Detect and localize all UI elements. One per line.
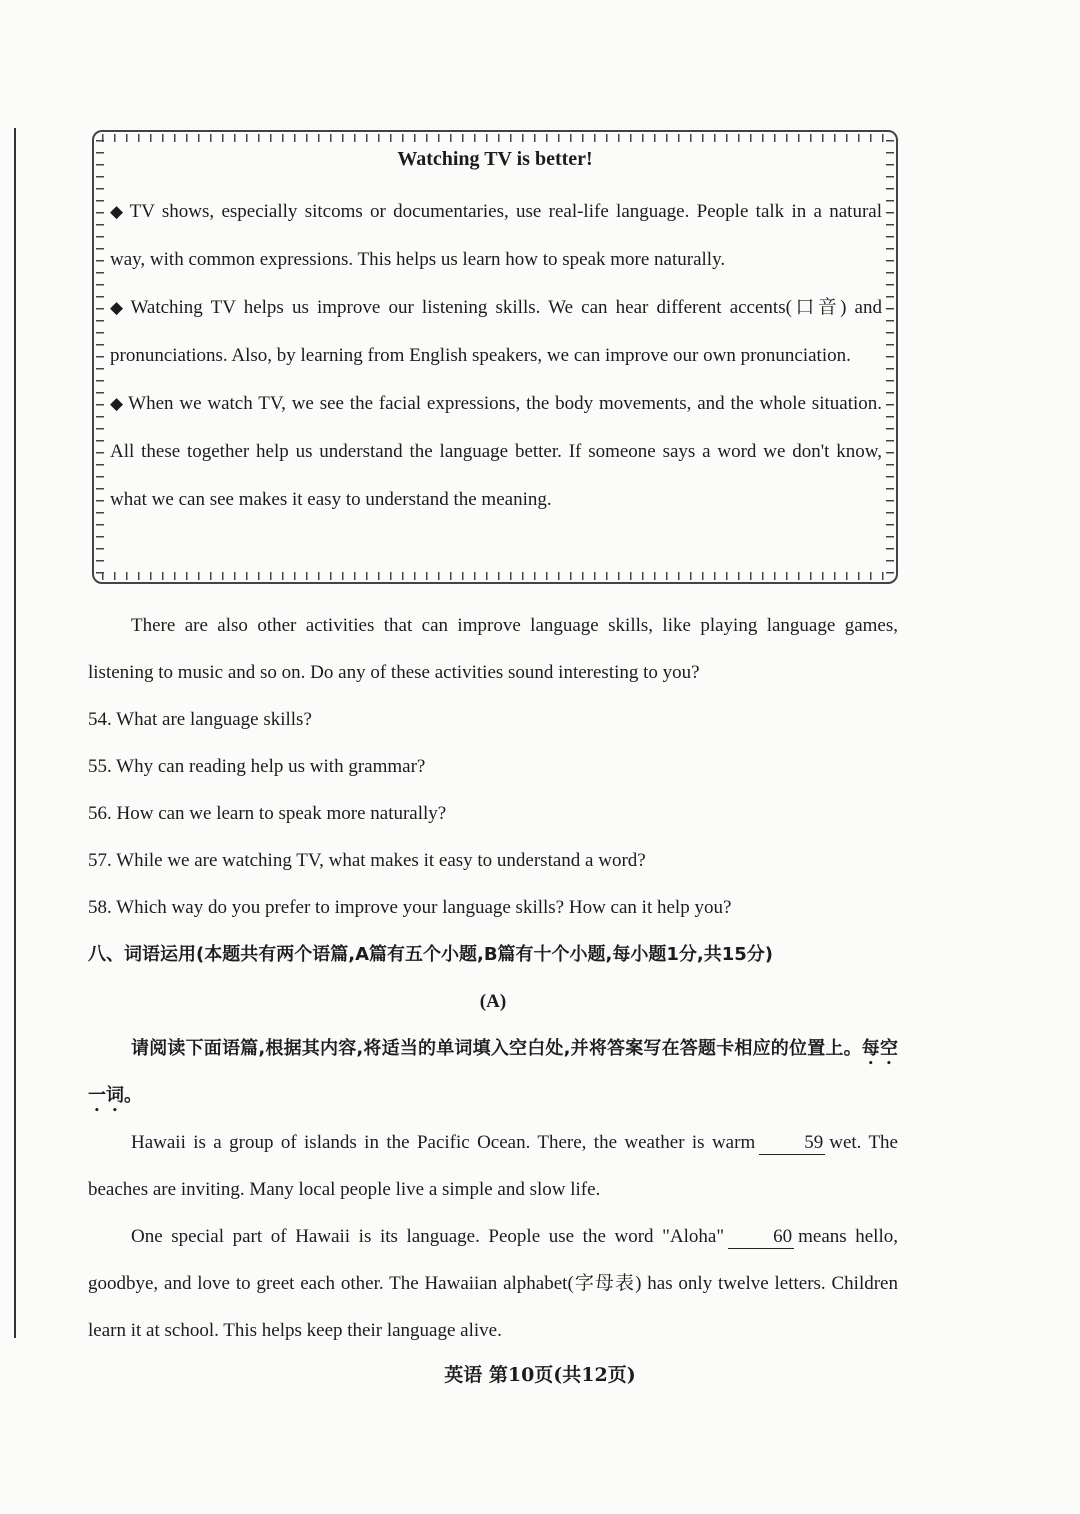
diamond-bullet-icon: ◆ <box>110 394 125 414</box>
question-57: 57. While we are watching TV, what makes it easy to understand a word? <box>88 850 646 871</box>
passage-paragraph-2: One special part of Hawaii is its language. People use the word "Aloha" 60 means hello, goodbye, and love to greet each other. The Hawaiian alphabet(字母表) has only twelve letters. Children learn it at school. This helps keep their language alive. <box>88 1226 898 1341</box>
box-border-ticks-bottom <box>102 572 888 580</box>
diamond-bullet-icon: ◆ <box>110 202 126 222</box>
box-border-ticks-top <box>102 134 888 142</box>
passage-paragraph-1: Hawaii is a group of islands in the Pacific Ocean. There, the weather is warm 59 wet. The beaches are inviting. Many local people live a simple and slow life. <box>88 1132 898 1200</box>
box-border-ticks-left <box>96 140 104 574</box>
box-border-ticks-right <box>886 140 894 574</box>
blank-59: 59 <box>759 1132 825 1155</box>
page-body <box>88 602 898 1354</box>
question-58: 58. Which way do you prefer to improve your language skills? How can it help you? <box>88 897 732 918</box>
closing-paragraph: There are also other activities that can improve language skills, like playing language games, listening to music and so on. Do any of these activities sound interesting to you? <box>88 615 898 683</box>
emphasis-text: 每空一词 <box>88 1038 898 1106</box>
diamond-bullet-icon: ◆ <box>110 298 127 318</box>
blank-60: 60 <box>728 1226 794 1249</box>
box-point: ◆ Watching TV helps us improve our listening skills. We can hear different accents(口音) and pronunciations. Also, by learning from English speakers, we can improve our own pronunciation. <box>110 297 882 366</box>
box-title: Watching TV is better! <box>397 148 593 170</box>
part-a-label: (A) <box>479 991 507 1012</box>
tv-passage-box <box>92 130 898 584</box>
question-54: 54. What are language skills? <box>88 709 312 730</box>
section-eight-heading: 八、词语运用(本题共有两个语篇,A篇有五个小题,B篇有十个小题,每小题1分,共15分) <box>88 944 774 965</box>
page-footer: 英语 第10页(共12页) <box>444 1364 636 1386</box>
question-55: 55. Why can reading help us with grammar? <box>88 756 426 777</box>
page-margin-line <box>14 128 16 1338</box>
box-point: ◆ TV shows, especially sitcoms or documentaries, use real-life language. People talk in a natural way, with common expressions. This helps us learn how to speak more naturally. <box>110 201 882 270</box>
box-point: ◆ When we watch TV, we see the facial expressions, the body movements, and the whole situation. All these together help us understand the language better. If someone says a word we don't know, what we can see makes it easy to understand the meaning. <box>110 393 882 510</box>
question-56: 56. How can we learn to speak more naturally? <box>88 803 447 824</box>
box-points <box>110 188 882 524</box>
instruction: 请阅读下面语篇,根据其内容,将适当的单词填入空白处,并将答案写在答题卡相应的位置上。每空一词。 <box>88 1038 898 1106</box>
